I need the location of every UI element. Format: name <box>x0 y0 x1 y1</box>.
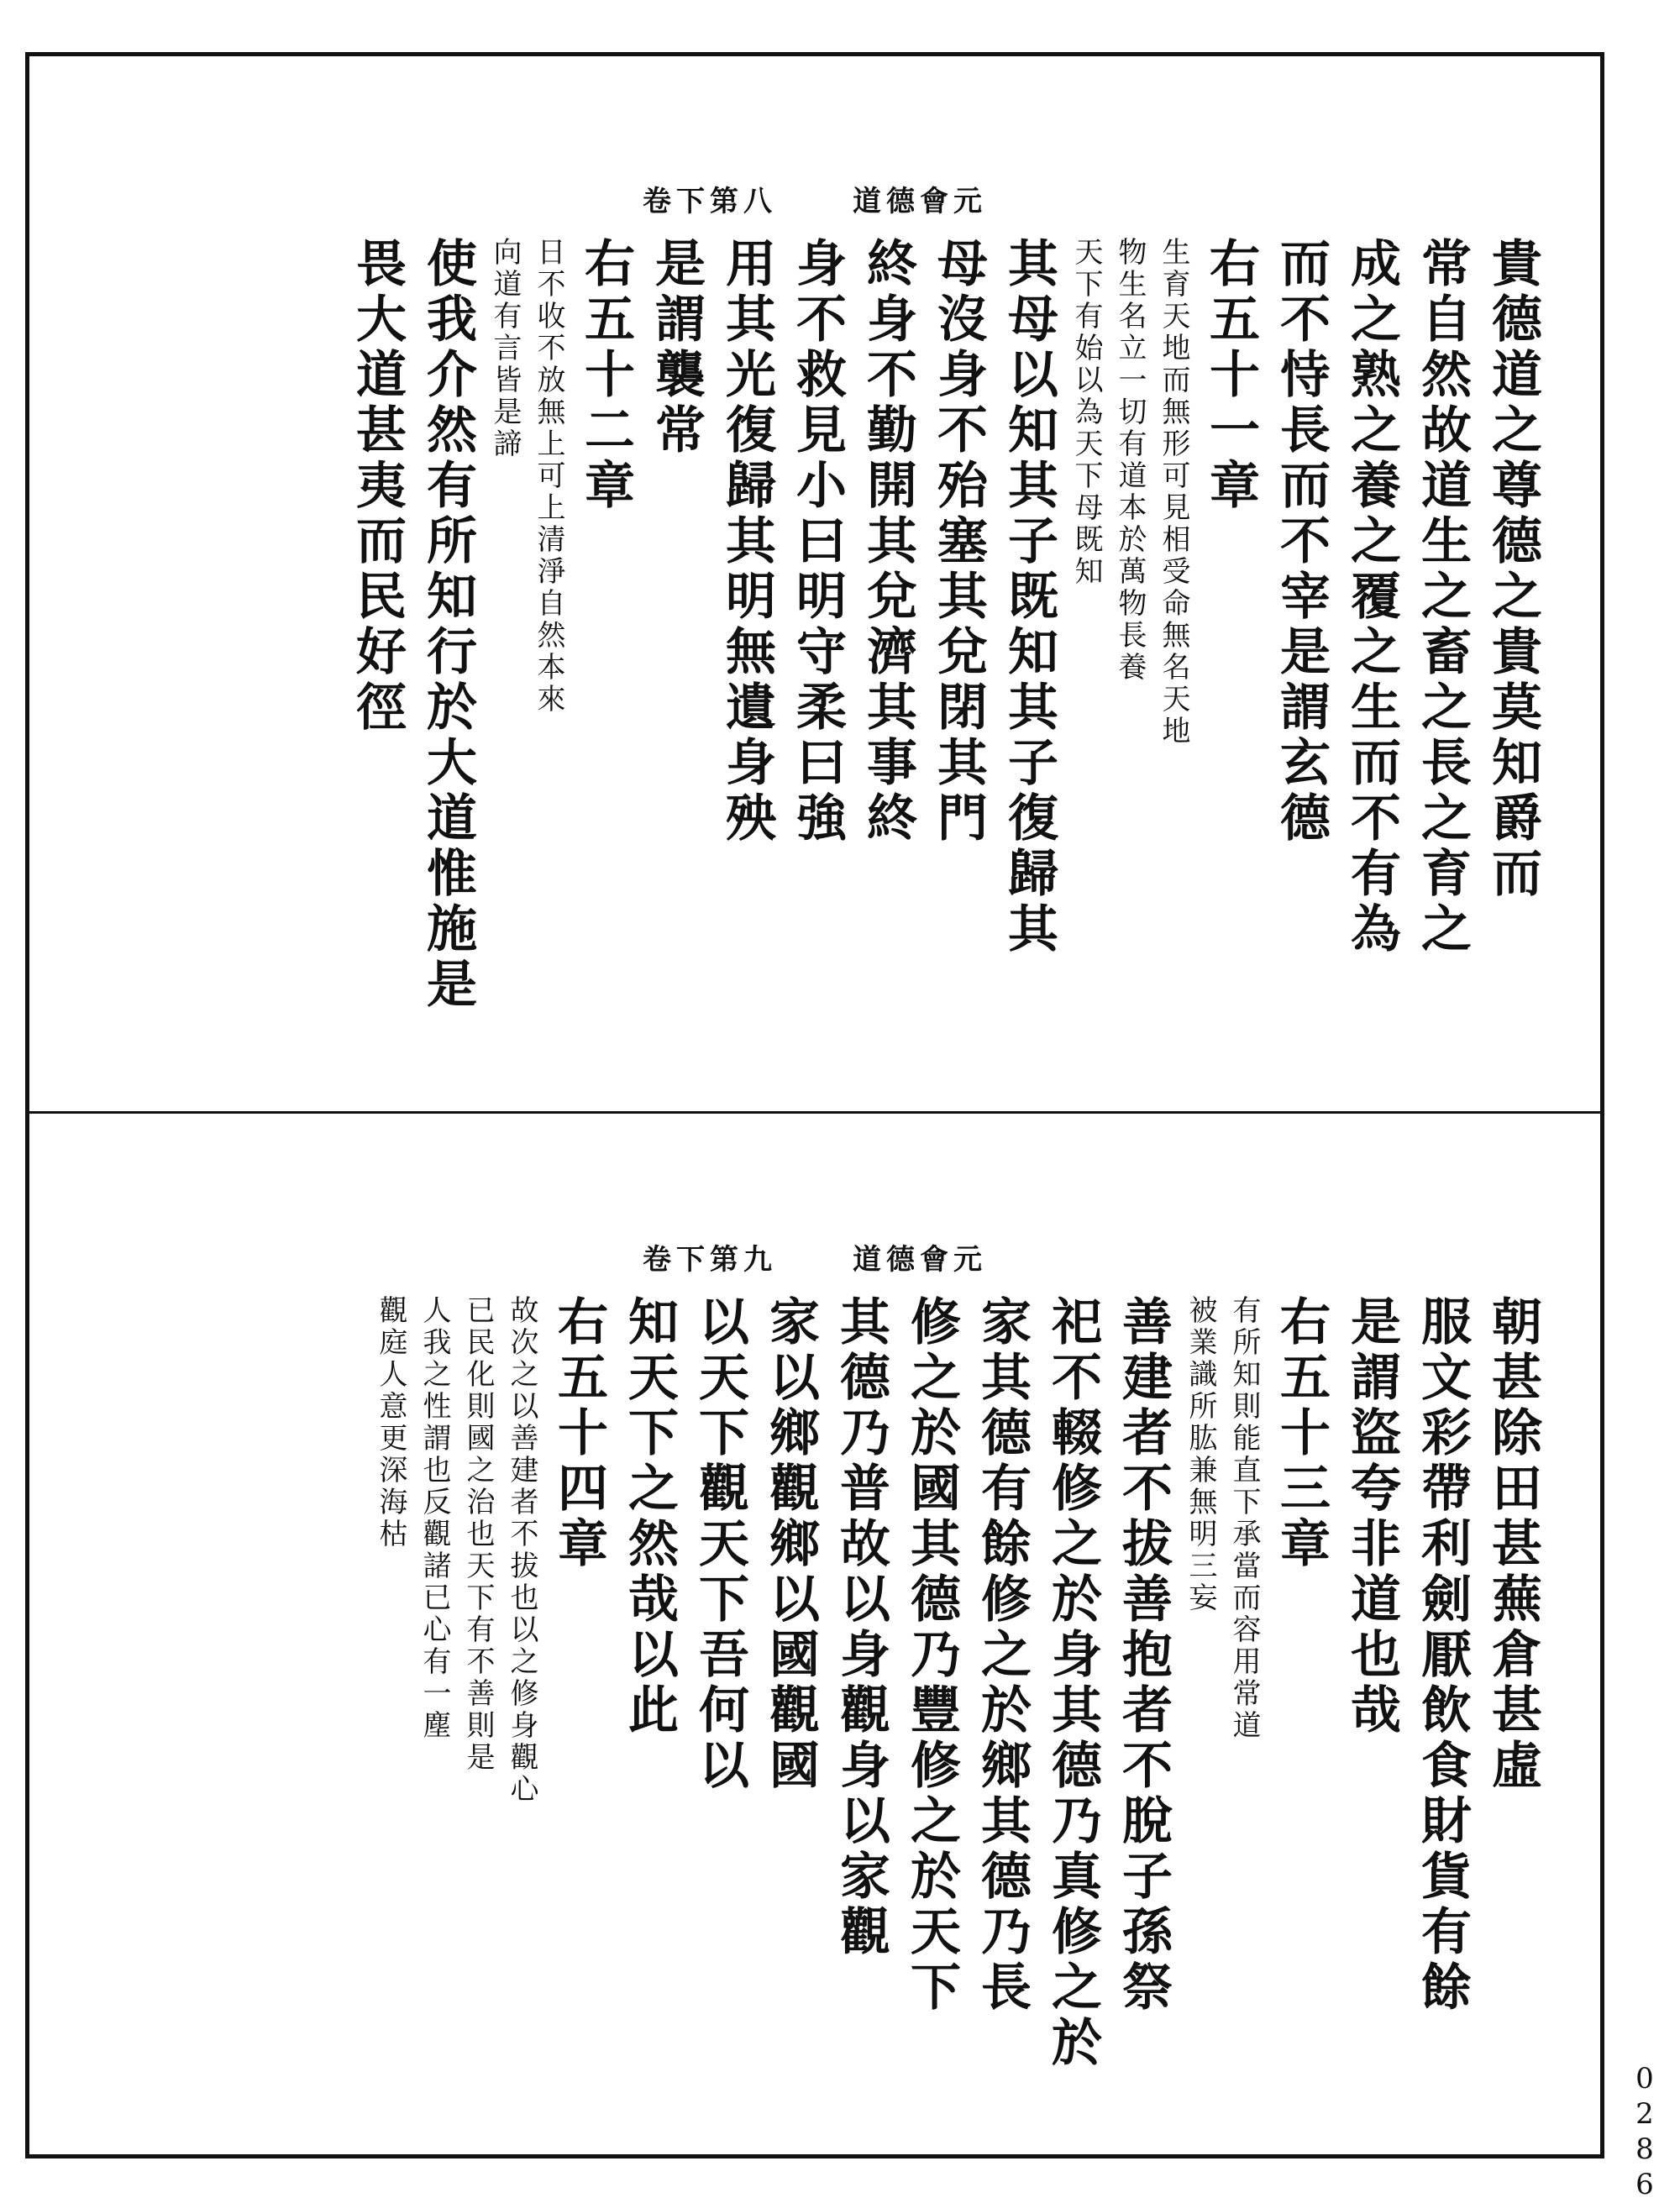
bottom-header <box>34 1236 1596 1277</box>
text-column: 而不恃長而不宰是謂玄德 <box>1272 237 1331 847</box>
text-column: 母沒身不殆塞其兌閉其門 <box>929 237 988 847</box>
text-column: 以天下觀天下吾何以 <box>690 1295 749 1794</box>
text-column: 生育天地而無形可見相受命無名天地 <box>1157 237 1190 747</box>
text-column: 已民化則國之治也天下有不善則是 <box>461 1295 495 1774</box>
bottom-panel <box>34 1119 1596 2152</box>
bottom-header-section: 卷下第九 <box>643 1243 777 1277</box>
text-column: 右五十一章 <box>1201 237 1260 514</box>
text-column: 朝甚除田甚蕪倉甚虛 <box>1483 1295 1542 1794</box>
text-column: 有所知則能直下承當而容用常道 <box>1227 1295 1261 1742</box>
page-number: 0286 <box>1628 2062 1662 2203</box>
text-column: 是謂襲常 <box>647 237 706 459</box>
text-column: 右五十二章 <box>576 237 635 514</box>
panel-divider <box>25 1111 1604 1114</box>
top-panel <box>34 60 1596 1106</box>
text-column: 家其德有餘修之於鄉其德乃長 <box>973 1295 1032 2016</box>
text-column: 用其光復歸其明無遺身殃 <box>717 237 776 847</box>
text-column: 右五十四章 <box>549 1295 608 1572</box>
top-header <box>34 178 1596 219</box>
text-column: 畏大道甚夷而民好徑 <box>348 237 407 736</box>
text-column: 服文彩帶利劍厭飲食財貨有餘 <box>1413 1295 1472 2016</box>
text-column: 身不救見小曰明守柔曰強 <box>788 237 847 847</box>
text-column: 貴德道之尊德之貴莫知爵而 <box>1483 237 1542 902</box>
text-column: 是謂盜夸非道也哉 <box>1342 1295 1401 1739</box>
bottom-header-title: 道德會元 <box>853 1243 987 1277</box>
top-header-title: 道德會元 <box>853 185 987 218</box>
text-column: 故次之以善建者不拔也以之修身觀心 <box>505 1295 538 1806</box>
top-text-columns <box>84 237 1546 1073</box>
text-column: 天下有始以為天下母既知 <box>1069 237 1103 588</box>
text-column: 右五十三章 <box>1272 1295 1331 1572</box>
text-column: 終身不勤開其兌濟其事終 <box>858 237 917 847</box>
text-column: 知天下之然哉以此 <box>620 1295 679 1739</box>
text-column: 成之熟之養之覆之生而不有為 <box>1342 237 1401 957</box>
text-column: 人我之性謂也反觀諸已心有一塵 <box>417 1295 451 1742</box>
text-column: 觀庭人意更深海枯 <box>374 1295 407 1550</box>
text-column: 向道有言皆是諦 <box>488 237 522 460</box>
bottom-text-columns <box>84 1295 1546 2118</box>
top-header-section: 卷下第八 <box>643 185 777 218</box>
text-column: 被業識所肱兼無明三妄 <box>1184 1295 1217 1614</box>
text-column: 使我介然有所知行於大道惟施是 <box>418 237 477 1013</box>
text-column: 其母以知其子既知其子復歸其 <box>1000 237 1058 957</box>
text-column: 其德乃普故以身觀身以家觀 <box>832 1295 890 1960</box>
text-column: 祀不輟修之於身其德乃真修之於 <box>1043 1295 1102 2071</box>
text-column: 修之於國其德乃豐修之於天下 <box>902 1295 961 2016</box>
text-column: 善建者不拔善抱者不脫子孫祭 <box>1114 1295 1173 2016</box>
text-column: 家以鄉觀鄉以國觀國 <box>761 1295 820 1794</box>
text-column: 常自然故道生之畜之長之育之 <box>1413 237 1472 957</box>
text-column: 日不收不放無上可上清淨自然本來 <box>532 237 565 716</box>
text-column: 物生名立一切有道本於萬物長養 <box>1113 237 1147 684</box>
